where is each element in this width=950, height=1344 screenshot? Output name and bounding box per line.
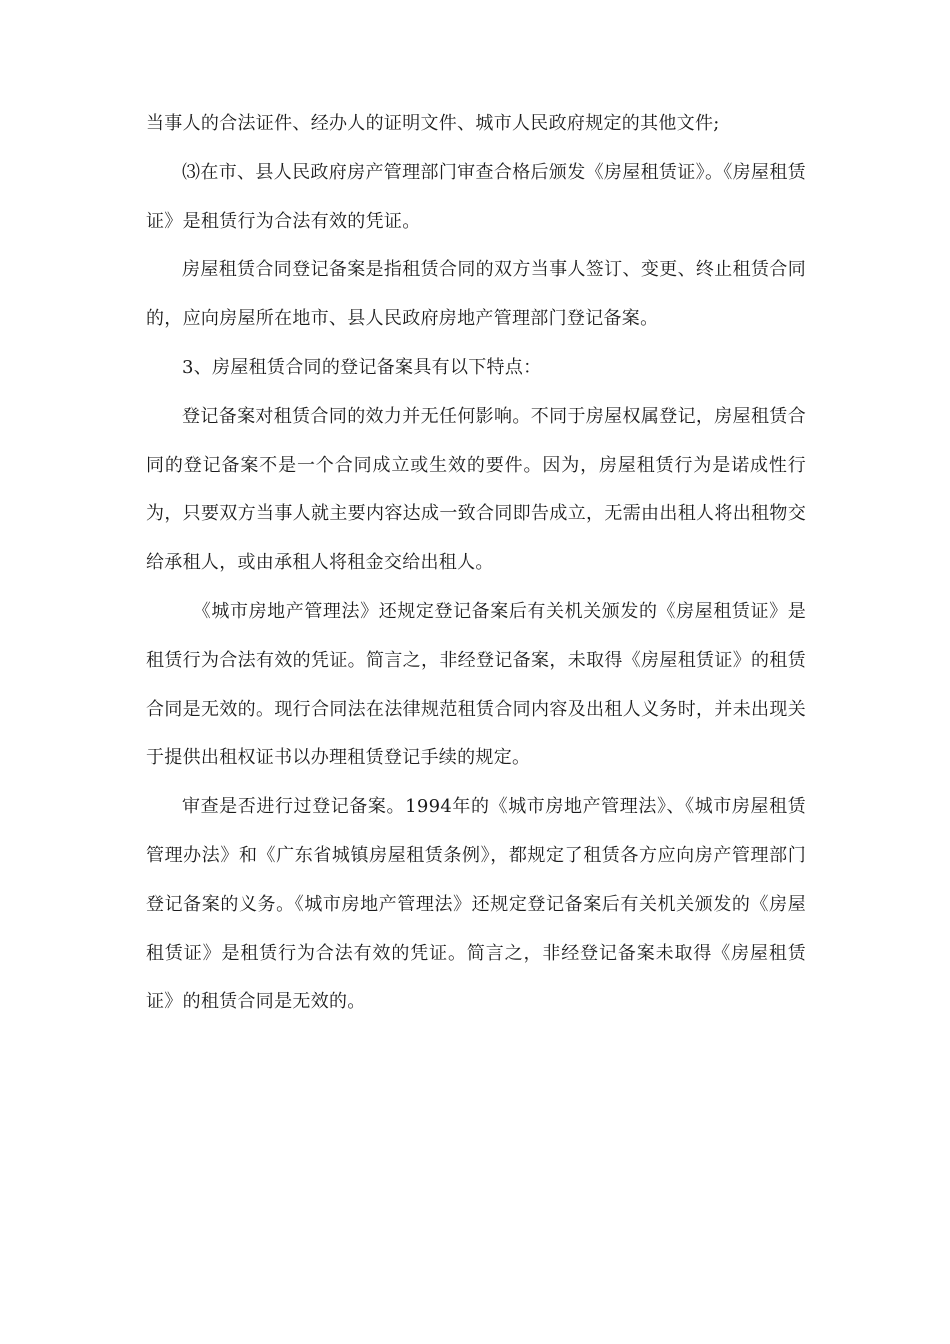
paragraph-3: 房屋租赁合同登记备案是指租赁合同的双方当事人签订、变更、终止租赁合同的，应向房屋所在地市、县人民政府房地产管理部门登记备案。 (146, 259, 806, 330)
paragraph-4: 3、房屋租赁合同的登记备案具有以下特点： (182, 356, 542, 378)
document-body (146, 100, 806, 1027)
paragraph-7: 审查是否进行过登记备案。1994年的《城市房地产管理法》、《城市房屋租赁管理办法》和《广东省城镇房屋租赁条例》，都规定了租赁各方应向房产管理部门登记备案的义务。《城市房地产管理法》还规定登记备案后有关机关颁发的《房屋租赁证》是租赁行为合法有效的凭证。简言之，非经登记备案未取得《房屋租赁证》的租赁合同是无效的。 (146, 796, 806, 1013)
paragraph-1: 当事人的合法证件、经办人的证明文件、城市人民政府规定的其他文件; (146, 113, 720, 134)
paragraph-6: 《城市房地产管理法》还规定登记备案后有关机关颁发的《房屋租赁证》是租赁行为合法有效的凭证。简言之，非经登记备案，未取得《房屋租赁证》的租赁合同是无效的。现行合同法在法律规范租赁合同内容及出租人义务时，并未出现关于提供出租权证书以办理租赁登记手续的规定。 (146, 600, 806, 769)
paragraph-5: 登记备案对租赁合同的效力并无任何影响。不同于房屋权属登记，房屋租赁合同的登记备案不是一个合同成立或生效的要件。因为，房屋租赁行为是诺成性行为，只要双方当事人就主要内容达成一致合同即告成立，无需由出租人将出租物交给承租人，或由承租人将租金交给出租人。 (146, 405, 806, 574)
paragraph-2: ⑶在市、县人民政府房产管理部门审查合格后颁发《房屋租赁证》。《房屋租赁证》是租赁行为合法有效的凭证。 (146, 161, 806, 232)
